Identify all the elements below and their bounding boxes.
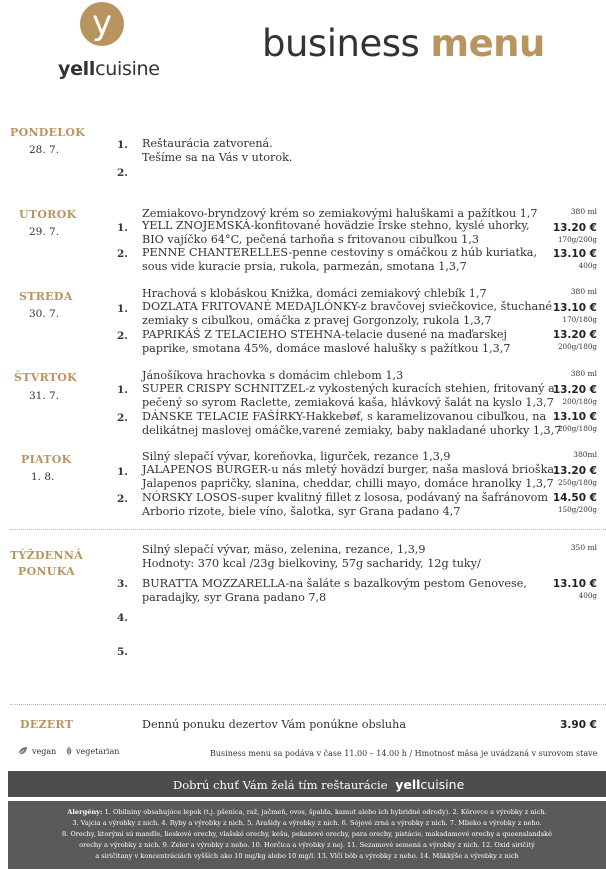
tuesday-item2-line2: sous vide kuracie prsia, rukola, parmezán, smotana 1,3,7 [142,260,467,273]
dessert-title: DEZERT [20,718,74,731]
weekly-item3-line2: paradajky, syr Grana padano 7,8 [142,591,327,604]
monday-num2: 2. [117,167,128,179]
day-date-thursday: 31. 7. [29,390,60,402]
monday-line2: Tešíme sa na Vás v utorok. [142,151,293,164]
wednesday-item1-price: 13.10 € [552,302,597,314]
weekly-item3-num: 3. [117,578,128,590]
weekly-num5: 5. [117,646,128,658]
tuesday-item1-num: 1. [117,222,128,234]
friday-item2-num: 2. [117,493,128,505]
day-name-monday: PONDELOK [10,126,86,139]
allergens-line5: a siričitany v koncentráciách vyšších ako 10 mg/kg alebo 10 mg/l. 13. Vlčí bôb a výrobky z neho. 14. Mäkkýše a výrobky z nich [95,852,519,860]
thursday-item2-num: 2. [117,412,128,424]
footer-brand-light: cuisine [420,777,465,792]
friday-item1-line1: JALAPENOS BURGER-u nás mletý hovädzí burger, naša maslová brioška, [142,463,558,476]
vegetarian-label: vegetarian [76,747,120,756]
allergens-label: Alergény: [67,808,103,816]
logo-letter: y [91,3,113,43]
dessert-text: Dennú ponuku dezertov Vám ponúkne obsluha [142,718,407,731]
section-divider [10,529,606,530]
thursday-soup-unit: 380 ml [570,369,597,378]
page-title [262,22,545,65]
friday-item1-num: 1. [117,466,128,478]
friday-item2-line1: NÓRSKY LOSOS-super kvalitný fillet z lososa, podávaný na šafránovom [142,491,548,504]
allergens-line3: 8. Orechy, ktorými sú mandle, lieskové orechy, vlašské orechy, kešu, pekanové orechy, para orechy, pistácie, makadamové orechy a queenslandské [61,830,553,838]
day-date-tuesday: 29. 7. [29,226,60,238]
friday-item2-weight: 150g/200g [557,505,597,514]
thursday-item1-price: 13.20 € [552,384,597,396]
weekly-item3-price: 13.10 € [552,578,597,590]
tuesday-soup: Zemiakovo-bryndzový krém so zemiakovými haluškami a pažítkou 1,7 [142,207,538,220]
allergens-line2: 3. Vajcia a výrobky z nich. 4. Ryby a výrobky z nich. 5. Arašidy a výrobky z nich. 6. Sójové zrná a výrobky z nich. 7. Mlieko a výrobky z neho. [72,819,542,827]
tuesday-item1-weight: 170g/200g [557,235,597,244]
wednesday-item2-price: 13.20 € [552,329,597,341]
day-date-friday: 1. 8. [31,471,55,483]
tuesday-item2-num: 2. [117,248,128,260]
thursday-item1-num: 1. [117,384,128,396]
tuesday-item2-price: 13.10 € [552,248,597,260]
brand-name-light: cuisine [95,58,160,80]
wednesday-item1-num: 1. [117,303,128,315]
day-name-tuesday: UTOROK [19,208,77,221]
thursday-item2-price: 13.10 € [552,411,597,423]
friday-item1-weight: 250g/180g [557,478,597,487]
wednesday-item2-line1: PAPRIKÁŠ Z TELACIEHO STEHNA-telacie dusené na maďarskej [142,328,507,341]
allergens-box [8,801,606,869]
footer-greeting-text: Dobrú chuť Vám želá tím reštaurácie [173,778,388,792]
footer-greeting [173,777,464,792]
day-name-wednesday: STREDA [19,290,73,303]
wednesday-item2-num: 2. [117,330,128,342]
wednesday-item1-weight: 170/180g [562,315,597,324]
wednesday-item2-weight: 200g/180g [557,342,597,351]
tuesday-item2-weight: 400g [578,261,597,270]
tuesday-item2-line1: PENNE CHANTERELLES-penne cestoviny s omáčkou z húb kuriatka, [142,246,537,259]
tuesday-item1-line1: YELL ZNOJEMSKÁ-konfitované hovädzie Írske stehno, kyslé uhorky, [142,219,530,232]
weekly-num4: 4. [117,612,128,624]
allergens-line1-text: 1. Obilniny obsahujúce lepok (t.j. pšenica, raž, jačmeň, ovos, špalda, kamut alebo ich hybridné odrody). 2. Kôrovce a výrobky z nich. [104,808,547,816]
wednesday-soup-unit: 380 ml [570,287,597,296]
vegan-label: vegan [32,747,57,756]
thursday-item2-weight: 200g/180g [557,424,597,433]
friday-item1-line2: Jalapenos papričky, slanina, cheddar, chilli mayo, domáce hranolky 1,3,7 [142,477,554,490]
brand-name [58,58,160,80]
day-name-thursday: ŠTVRTOK [14,371,78,384]
friday-item2-price: 14.50 € [552,492,597,504]
thursday-item2-line1: DÁNSKE TELACIE FAŠÍRKY-Hakkebøf, s karamelizovanou cibuľkou, na [142,410,547,423]
tuesday-item1-price: 13.20 € [552,222,597,234]
title-part1: business [262,22,420,65]
wednesday-item2-line2: paprike, smotana 45%, domáce maslové halušky s pažítkou 1,3,7 [142,342,511,355]
weekly-soup: Silný slepačí vývar, mäso, zelenina, rezance, 1,3,9 [142,543,426,556]
day-date-monday: 28. 7. [29,144,60,156]
allergens-text [8,807,606,862]
logo-mark [80,2,124,46]
allergens-line1 [8,807,606,818]
thursday-item1-line2: pečený so syrom Raclette, zemiaková kaša, hlávkový šalát na kyslo 1,3,7 [142,396,554,409]
friday-item2-line2: Arborio rizote, biele víno, šalotka, syr Grana padano 4,7 [142,505,461,518]
footer-brand-bold: yell [395,777,421,792]
weekly-item3-weight: 400g [578,591,597,600]
weekly-title-line1: TÝŽDENNÁ [10,549,84,562]
friday-soup: Silný slepačí vývar, koreňovka, ligurček, rezance 1,3,9 [142,450,451,463]
thursday-soup: Jánošíkova hrachovka s domácim chlebom 1,3 [142,369,404,382]
section-divider [10,704,606,705]
footer-brand [395,777,464,792]
tuesday-item1-line2: BIO vajíčko 64°C, pečená tarhoňa s fritovanou cibuľkou 1,3 [142,233,479,246]
tuesday-soup-unit: 380 ml [570,207,597,216]
allergens-line4: orechy a výrobky z nich. 9. Zeler a výrobky z neho. 10. Horčica a výrobky z nej. 11. Sezamové semená a výrobky z nich. 12. Oxid siričitý [79,841,535,849]
brand-name-bold: yell [58,58,96,80]
monday-line1: Reštaurácia zatvorená. [142,137,273,150]
wednesday-soup: Hrachová s klobáskou Knižka, domáci zemiakový chlebík 1,7 [142,287,487,300]
weekly-soup-info: Hodnoty: 370 kcal /23g bielkoviny, 57g sacharidy, 12g tuky/ [142,557,481,570]
title-part2: menu [430,22,545,65]
footer-bar [8,771,606,797]
weekly-title-line2: PONUKA [18,565,75,578]
weekly-soup-unit: 350 ml [570,543,597,552]
wednesday-item1-line2: zemiaky s cibuľkou, omáčka z pravej Gorgonzoly, rukola 1,3,7 [142,314,492,327]
dessert-price: 3.90 € [560,719,597,731]
day-date-wednesday: 30. 7. [29,308,60,320]
thursday-item1-weight: 200/180g [562,397,597,406]
vegan-icon [18,746,28,756]
service-note: Business menu sa podáva v čase 11.00 – 14.00 h / Hmotnosť mäsa je uvádzaná v surovom stave [210,749,598,758]
day-name-friday: PIATOK [21,453,72,466]
friday-soup-unit: 380ml [573,450,597,459]
monday-num1: 1. [117,139,128,151]
thursday-item1-line1: SUPER CRISPY SCHNITZEL-z vykostených kuracích stehien, fritovaný a [142,382,555,395]
weekly-item3-line1: BURATTA MOZZARELLA-na šaláte s bazalkovým pestom Genovese, [142,577,527,590]
friday-item1-price: 13.20 € [552,465,597,477]
vegetarian-icon [64,746,74,756]
wednesday-item1-line1: DOZLATA FRITOVANÉ MEDAJLÓNKY-z bravčovej sviečkovice, štuchané [142,300,553,313]
thursday-item2-line2: delikátnej maslovej omáčke,varené zemiaky, baby nakladané uhorky 1,3,7 [142,424,562,437]
